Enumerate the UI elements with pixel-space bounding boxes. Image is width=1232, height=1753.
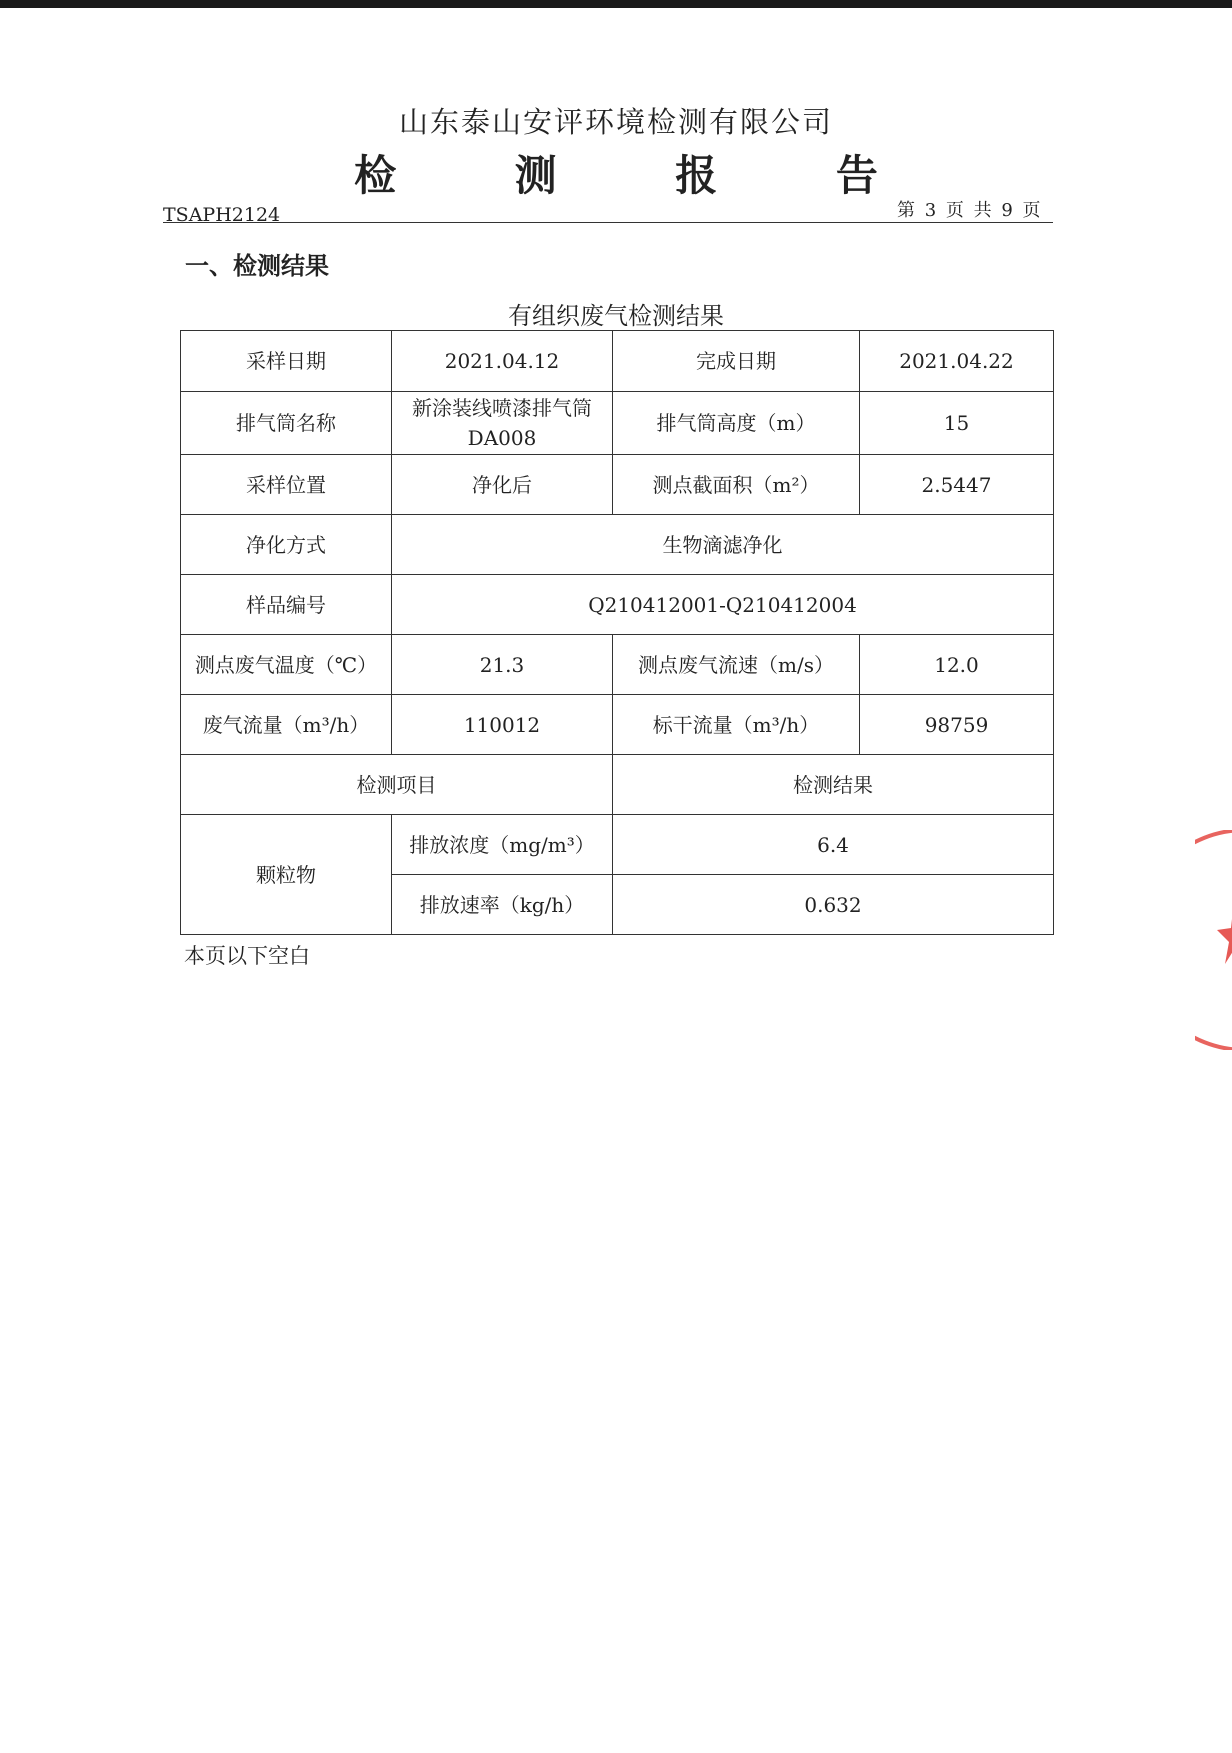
- table-row: [181, 815, 1054, 875]
- stack-name-line2: DA008: [467, 426, 537, 450]
- table-row: [181, 515, 1054, 575]
- table-row: [181, 575, 1054, 635]
- cross-section-label: 测点截面积（m²）: [613, 455, 860, 515]
- concentration-value: 6.4: [613, 815, 1054, 875]
- purification-value: 生物滴滤净化: [392, 515, 1054, 575]
- std-dry-flow-label: 标干流量（m³/h）: [613, 695, 860, 755]
- gas-temp-label: 测点废气温度（℃）: [181, 635, 392, 695]
- sampling-date-value: 2021.04.12: [392, 331, 613, 392]
- table-row: [181, 331, 1054, 392]
- gas-flow-label: 废气流量（m³/h）: [181, 695, 392, 755]
- purification-label: 净化方式: [181, 515, 392, 575]
- table-row: [181, 635, 1054, 695]
- concentration-label: 排放浓度（mg/m³）: [392, 815, 613, 875]
- section-heading: 一、检测结果: [185, 251, 329, 280]
- gas-flow-value: 110012: [392, 695, 613, 755]
- table-row: [181, 755, 1054, 815]
- std-dry-flow-value: 98759: [860, 695, 1054, 755]
- table-row: [181, 695, 1054, 755]
- blank-page-note: 本页以下空白: [184, 944, 310, 968]
- gas-velocity-label: 测点废气流速（m/s）: [613, 635, 860, 695]
- company-name: 山东泰山安评环境检测有限公司: [398, 105, 833, 139]
- item-header: 检测项目: [181, 755, 613, 815]
- gas-velocity-value: 12.0: [860, 635, 1054, 695]
- emission-rate-label: 排放速率（kg/h）: [392, 875, 613, 935]
- stack-name-label: 排气筒名称: [181, 392, 392, 455]
- stack-name-line1: 新涂装线喷漆排气筒: [412, 396, 592, 420]
- stack-height-label: 排气筒高度（m）: [613, 392, 860, 455]
- completion-date-value: 2021.04.22: [860, 331, 1054, 392]
- table-row: [181, 392, 1054, 455]
- pollutant-name: 颗粒物: [181, 815, 392, 935]
- results-table: [180, 330, 1054, 935]
- table-row: [181, 455, 1054, 515]
- cross-section-value: 2.5447: [860, 455, 1054, 515]
- stack-name-value: [392, 392, 613, 455]
- sampling-position-label: 采样位置: [181, 455, 392, 515]
- sampling-position-value: 净化后: [392, 455, 613, 515]
- sample-no-label: 样品编号: [181, 575, 392, 635]
- report-title: 检 测 报 告: [354, 151, 930, 200]
- seal-stamp-fragment: [1195, 830, 1232, 1050]
- completion-date-label: 完成日期: [613, 331, 860, 392]
- scan-top-edge: [0, 0, 1232, 8]
- emission-rate-value: 0.632: [613, 875, 1054, 935]
- report-code: TSAPH2124: [163, 204, 281, 226]
- sample-no-value: Q210412001-Q210412004: [392, 575, 1054, 635]
- stack-height-value: 15: [860, 392, 1054, 455]
- table-caption: 有组织废气检测结果: [508, 302, 724, 330]
- page-indicator: 第 3 页 共 9 页: [897, 200, 1041, 221]
- gas-temp-value: 21.3: [392, 635, 613, 695]
- header-divider: [163, 222, 1053, 223]
- sampling-date-label: 采样日期: [181, 331, 392, 392]
- result-header: 检测结果: [613, 755, 1054, 815]
